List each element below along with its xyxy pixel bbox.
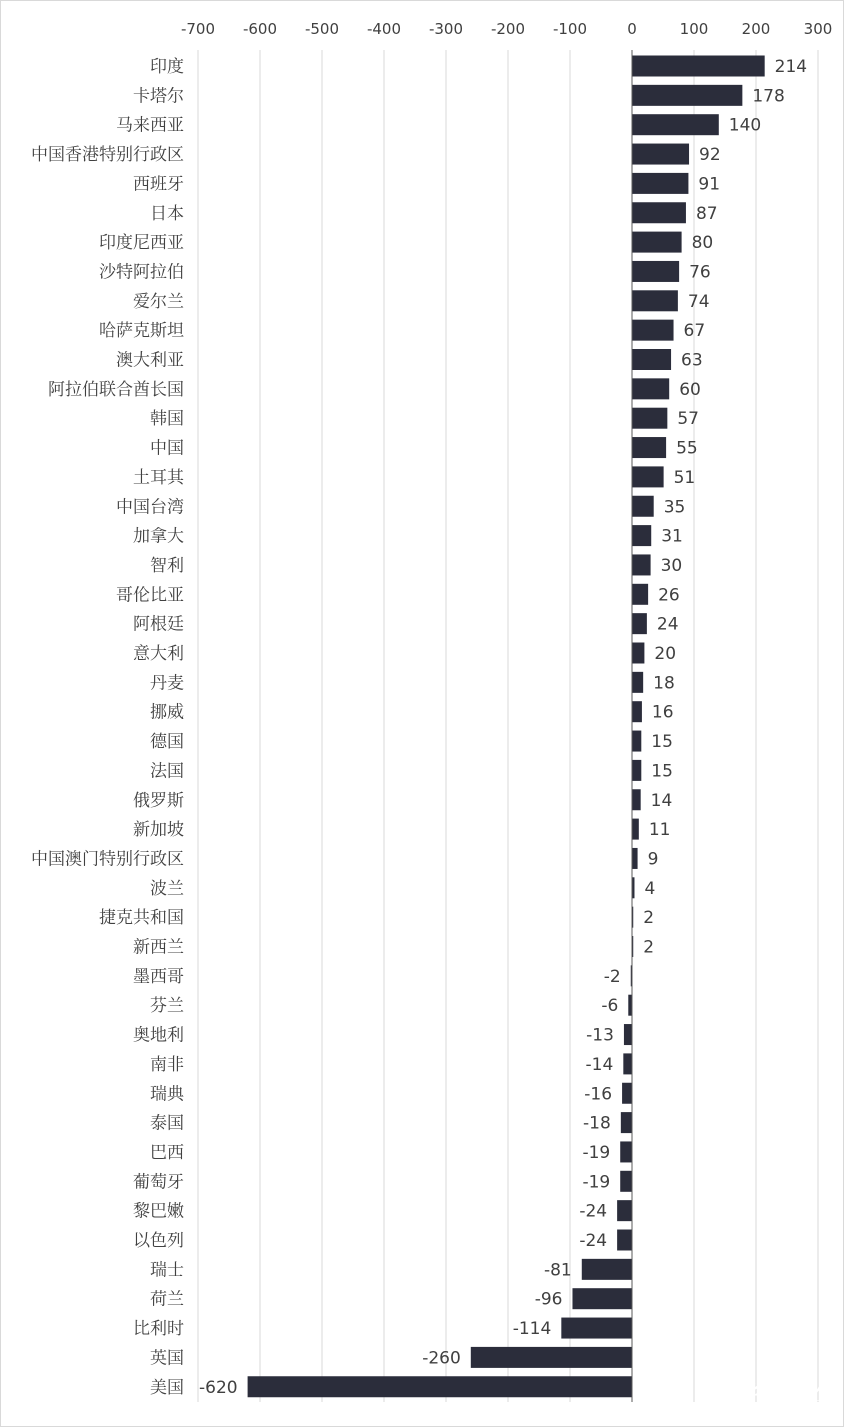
data-label: 2 bbox=[643, 908, 655, 929]
data-label: 18 bbox=[653, 673, 675, 694]
x-tick-label: 300 bbox=[803, 20, 833, 38]
bar bbox=[624, 1024, 632, 1045]
bar bbox=[622, 1083, 632, 1104]
category-label: 瑞士 bbox=[150, 1260, 184, 1281]
category-label: 比利时 bbox=[133, 1319, 184, 1340]
data-label: 24 bbox=[656, 614, 679, 635]
data-label: -24 bbox=[579, 1201, 608, 1222]
bar bbox=[620, 1141, 632, 1162]
data-label: 63 bbox=[681, 350, 703, 371]
bar bbox=[632, 56, 765, 77]
data-label: 91 bbox=[698, 174, 721, 195]
bar bbox=[632, 554, 651, 575]
data-label: -6 bbox=[601, 996, 619, 1017]
bar bbox=[617, 1230, 632, 1251]
bar bbox=[621, 1112, 632, 1133]
category-label: 阿根廷 bbox=[133, 614, 184, 635]
data-label: -81 bbox=[543, 1260, 572, 1281]
category-label: 德国 bbox=[150, 732, 184, 753]
x-tick-label: -500 bbox=[304, 20, 340, 38]
bar bbox=[632, 466, 664, 487]
x-tick-label: -600 bbox=[242, 20, 278, 38]
category-label: 芬兰 bbox=[150, 996, 184, 1017]
bar bbox=[632, 202, 686, 223]
data-label: 26 bbox=[658, 585, 680, 606]
data-label: 15 bbox=[651, 732, 673, 753]
category-label: 中国台湾 bbox=[116, 497, 184, 518]
bar bbox=[572, 1288, 632, 1309]
bar bbox=[632, 789, 641, 810]
data-label: -2 bbox=[603, 966, 621, 987]
category-label: 卡塔尔 bbox=[133, 86, 184, 107]
data-label: 30 bbox=[660, 555, 683, 576]
category-label: 墨西哥 bbox=[133, 966, 184, 987]
data-label: 76 bbox=[689, 262, 711, 283]
data-label: -18 bbox=[583, 1113, 611, 1134]
category-label: 美国 bbox=[150, 1377, 184, 1398]
data-label: 214 bbox=[774, 57, 808, 77]
bar bbox=[632, 437, 666, 458]
x-tick-label: 0 bbox=[627, 20, 637, 38]
data-label: 55 bbox=[676, 438, 698, 459]
bar bbox=[632, 731, 641, 752]
bar bbox=[632, 378, 669, 399]
category-label: 俄罗斯 bbox=[133, 790, 184, 811]
category-label: 中国 bbox=[150, 438, 184, 459]
category-label: 挪威 bbox=[150, 702, 184, 723]
category-label: 新西兰 bbox=[133, 937, 184, 958]
data-label: 87 bbox=[695, 203, 718, 224]
bar bbox=[632, 114, 719, 135]
category-label: 黎巴嫩 bbox=[133, 1201, 184, 1222]
category-label: 南非 bbox=[150, 1054, 184, 1075]
bar bbox=[632, 290, 678, 311]
category-label: 加拿大 bbox=[133, 526, 184, 547]
category-label: 捷克共和国 bbox=[99, 908, 184, 929]
bar bbox=[632, 496, 654, 517]
category-label: 泰国 bbox=[150, 1113, 184, 1134]
data-label: 178 bbox=[752, 86, 785, 107]
bar bbox=[632, 613, 647, 634]
category-label: 印度尼西亚 bbox=[99, 233, 184, 254]
bar bbox=[632, 819, 639, 840]
bar bbox=[632, 261, 679, 282]
x-tick-label: 200 bbox=[741, 20, 771, 38]
data-label: 92 bbox=[699, 145, 721, 166]
bar bbox=[632, 232, 682, 253]
x-tick-label: -100 bbox=[552, 20, 588, 38]
bar bbox=[623, 1053, 632, 1074]
x-tick-label: -400 bbox=[366, 20, 402, 38]
data-label: -19 bbox=[582, 1172, 611, 1193]
category-label: 土耳其 bbox=[133, 467, 184, 488]
bar bbox=[582, 1259, 632, 1280]
category-label: 西班牙 bbox=[133, 174, 184, 195]
data-label: 4 bbox=[644, 878, 656, 899]
category-label: 中国香港特别行政区 bbox=[31, 145, 184, 166]
bar bbox=[632, 848, 638, 869]
data-label: 80 bbox=[691, 233, 714, 254]
bar bbox=[632, 643, 644, 664]
category-label: 哈萨克斯坦 bbox=[99, 321, 184, 342]
data-label: -13 bbox=[586, 1025, 614, 1046]
category-label: 新加坡 bbox=[133, 820, 184, 841]
data-label: 57 bbox=[677, 409, 699, 430]
category-label: 印度 bbox=[150, 57, 184, 77]
category-label: 丹麦 bbox=[150, 673, 184, 694]
bar bbox=[632, 320, 674, 341]
category-label: 葡萄牙 bbox=[133, 1172, 184, 1193]
category-label: 韩国 bbox=[150, 409, 184, 430]
x-tick-label: -200 bbox=[490, 20, 526, 38]
bar bbox=[561, 1318, 632, 1339]
bar bbox=[632, 672, 643, 693]
bar bbox=[632, 144, 689, 165]
data-label: 11 bbox=[648, 820, 671, 841]
x-tick-label: 100 bbox=[679, 20, 709, 38]
data-label: 9 bbox=[647, 849, 659, 870]
category-label: 沙特阿拉伯 bbox=[99, 262, 184, 283]
bar bbox=[620, 1171, 632, 1192]
data-label: 14 bbox=[650, 790, 673, 811]
category-label: 荷兰 bbox=[150, 1289, 184, 1310]
x-tick-label: -300 bbox=[428, 20, 464, 38]
category-label: 中国澳门特别行政区 bbox=[31, 849, 184, 870]
data-label: -96 bbox=[534, 1289, 563, 1310]
category-label: 奥地利 bbox=[133, 1025, 184, 1046]
category-label: 法国 bbox=[150, 761, 184, 782]
data-label: 35 bbox=[663, 497, 686, 518]
x-tick-label: -700 bbox=[180, 20, 216, 38]
category-label: 波兰 bbox=[150, 878, 184, 899]
data-label: -114 bbox=[512, 1319, 552, 1340]
bar bbox=[632, 584, 648, 605]
data-label: -14 bbox=[585, 1054, 614, 1075]
category-label: 日本 bbox=[150, 203, 184, 224]
data-label: 140 bbox=[728, 115, 762, 136]
category-label: 以色列 bbox=[133, 1231, 184, 1251]
bar bbox=[617, 1200, 632, 1221]
bar bbox=[632, 349, 671, 370]
data-label: -16 bbox=[584, 1084, 613, 1105]
category-label: 马来西亚 bbox=[116, 115, 184, 136]
data-label: 2 bbox=[643, 937, 655, 958]
category-label: 巴西 bbox=[150, 1142, 184, 1163]
data-label: 51 bbox=[673, 467, 696, 488]
category-label: 阿拉伯联合酋长国 bbox=[48, 379, 184, 400]
bar bbox=[632, 525, 651, 546]
data-label: -24 bbox=[579, 1231, 608, 1251]
bar bbox=[632, 85, 742, 106]
category-label: 智利 bbox=[150, 555, 184, 576]
data-label: 60 bbox=[679, 379, 701, 400]
category-label: 澳大利亚 bbox=[116, 350, 184, 371]
bar bbox=[248, 1376, 632, 1397]
data-label: 20 bbox=[654, 644, 677, 664]
bar bbox=[632, 408, 667, 429]
bar bbox=[628, 995, 632, 1016]
category-label: 瑞典 bbox=[150, 1084, 184, 1105]
bar bbox=[632, 760, 641, 781]
data-label: 16 bbox=[651, 702, 674, 723]
category-label: 哥伦比亚 bbox=[116, 585, 184, 606]
data-label: 74 bbox=[687, 291, 710, 312]
data-label: -19 bbox=[582, 1142, 611, 1163]
bar bbox=[471, 1347, 632, 1368]
data-label: -620 bbox=[199, 1377, 238, 1398]
data-label: 31 bbox=[661, 526, 683, 547]
bar bbox=[632, 173, 688, 194]
category-label: 意大利 bbox=[133, 644, 184, 664]
data-label: 15 bbox=[651, 761, 673, 782]
category-label: 英国 bbox=[150, 1348, 184, 1369]
bar bbox=[632, 701, 642, 722]
data-label: 67 bbox=[683, 321, 706, 342]
watermark: 知乎 @大学和专业 bbox=[647, 1381, 822, 1405]
category-label: 爱尔兰 bbox=[133, 291, 184, 312]
data-label: -260 bbox=[422, 1348, 461, 1369]
